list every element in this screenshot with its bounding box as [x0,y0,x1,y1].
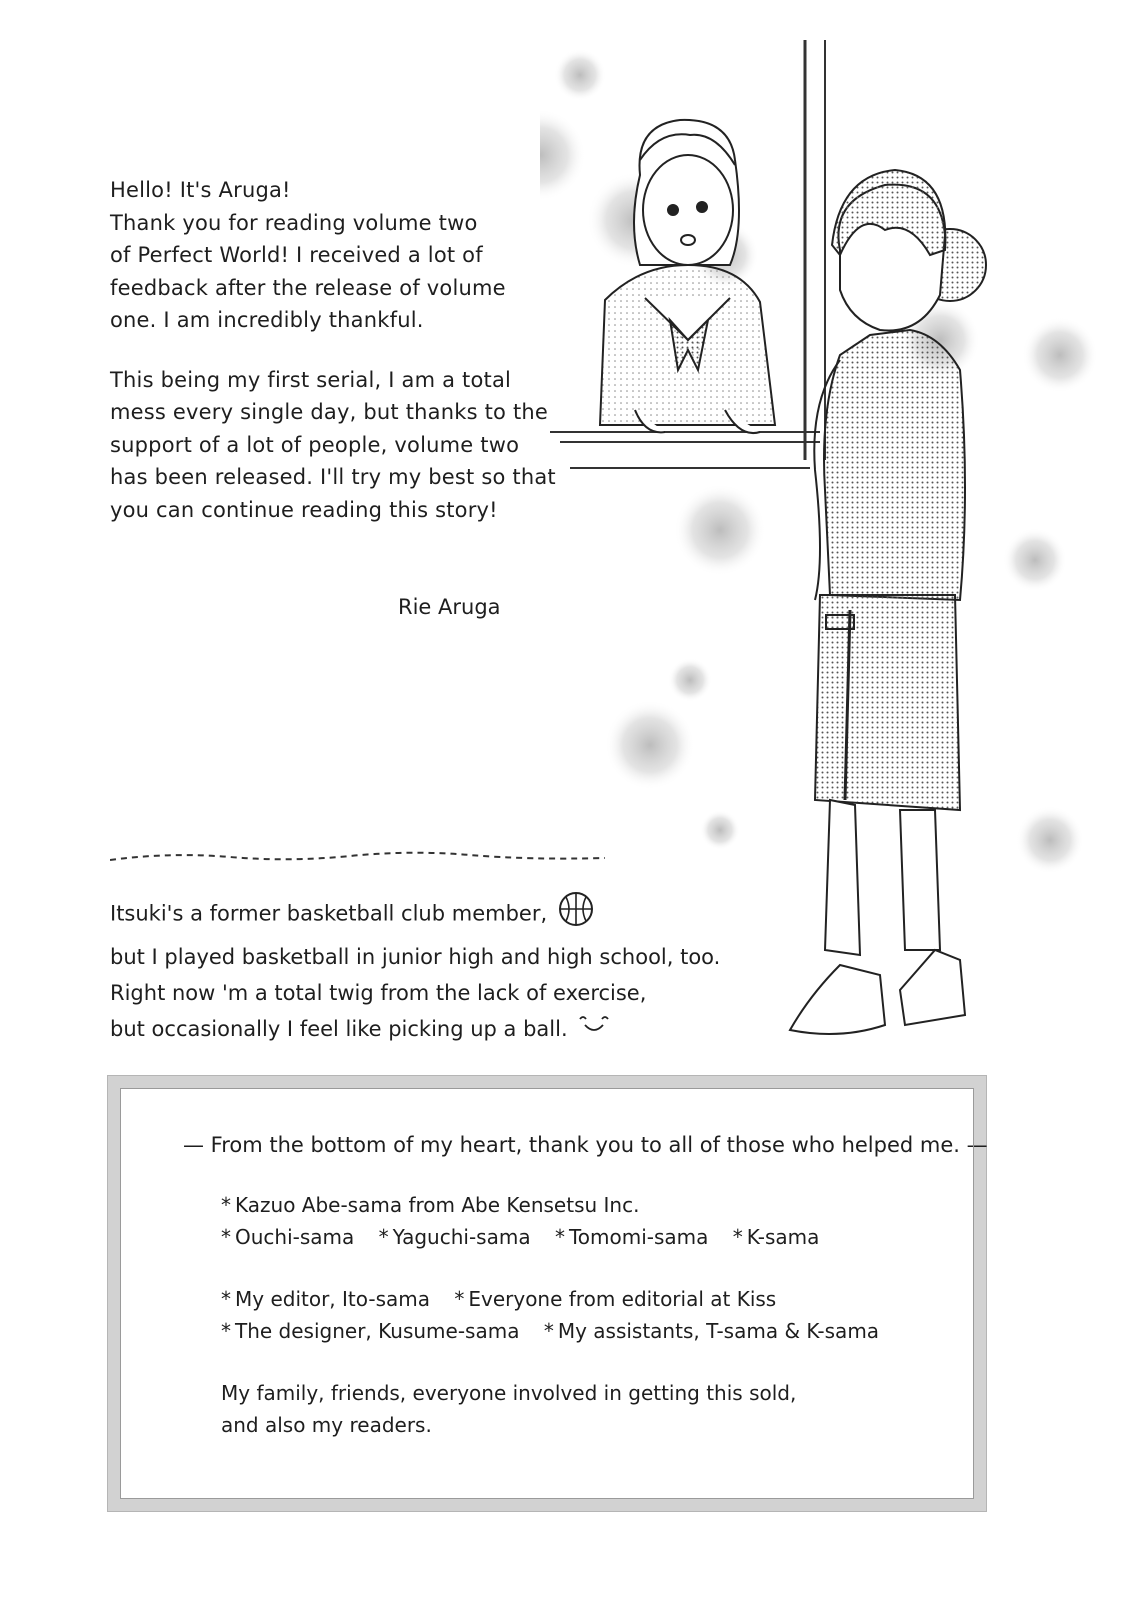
bullet-star: * [378,1225,389,1249]
note-line: feedback after the release of volume [110,275,506,300]
wavy-divider [110,848,605,866]
note-line: you can continue reading this story! [110,497,498,522]
note-line: support of a lot of people, volume two [110,432,520,457]
credits-row [221,1221,897,1253]
basketball-note-line: but occasionally I feel like picking up a ball. [110,1011,720,1048]
credit-item: K-sama [746,1225,820,1249]
thanks-heading: — From the bottom of my heart, thank you to all of those who helped me. — [183,1133,988,1157]
credits-row [221,1189,897,1221]
boy-figure [790,170,986,1034]
note-paragraph-1 [110,174,540,337]
note-line: Thank you for reading volume two [110,210,478,235]
smile-icon [576,1012,612,1048]
bullet-star: * [221,1225,231,1249]
note-line: Hello! It's Aruga! [110,178,291,202]
bullet-star: * [221,1193,231,1217]
note-paragraph-2 [110,364,556,527]
credit-item: Tomomi-sama [568,1225,709,1249]
credit-item: Ouchi-sama [235,1225,355,1249]
note-line: one. I am incredibly thankful. [110,308,424,332]
credit-item: Everyone from editorial at Kiss [468,1287,777,1311]
credit-item: My editor, Ito-sama [235,1287,430,1311]
note-line: has been released. I'll try my best so that [110,465,556,489]
bullet-star: * [554,1225,565,1249]
basketball-note-line: but I played basketball in junior high and high school, too. [110,945,721,969]
author-note [110,174,556,553]
bullet-star: * [732,1225,743,1249]
closing-message [221,1377,897,1441]
credit-item: Kazuo Abe-sama from Abe Kensetsu Inc. [235,1193,640,1217]
bullet-star: * [454,1287,465,1311]
basketball-note-line: Right now 'm a total twig from the lack of exercise, [110,981,647,1005]
note-line: of Perfect World! I received a lot of [110,243,483,267]
bullet-star: * [221,1287,231,1311]
bullet-star: * [221,1319,231,1343]
author-signature: Rie Aruga [398,595,501,619]
basketball-icon [555,890,597,939]
credit-item: My assistants, T-sama & K-sama [557,1319,880,1343]
basketball-note-line: Itsuki's a former basketball club member, [110,890,720,939]
credits-list [221,1189,897,1441]
bullet-star: * [543,1319,554,1343]
basketball-note [110,890,720,1048]
credits-row [221,1315,897,1347]
thanks-box [107,1075,987,1512]
note-line: This being my first serial, I am a total [110,367,512,392]
credit-item: Yaguchi-sama [392,1225,531,1249]
closing-line: My family, friends, everyone involved in getting this sold, [221,1381,797,1405]
credit-item: The designer, Kusume-sama [235,1319,520,1343]
note-line: mess every single day, but thanks to the [110,400,549,424]
credits-row [221,1283,897,1315]
closing-line: and also my readers. [221,1413,432,1437]
